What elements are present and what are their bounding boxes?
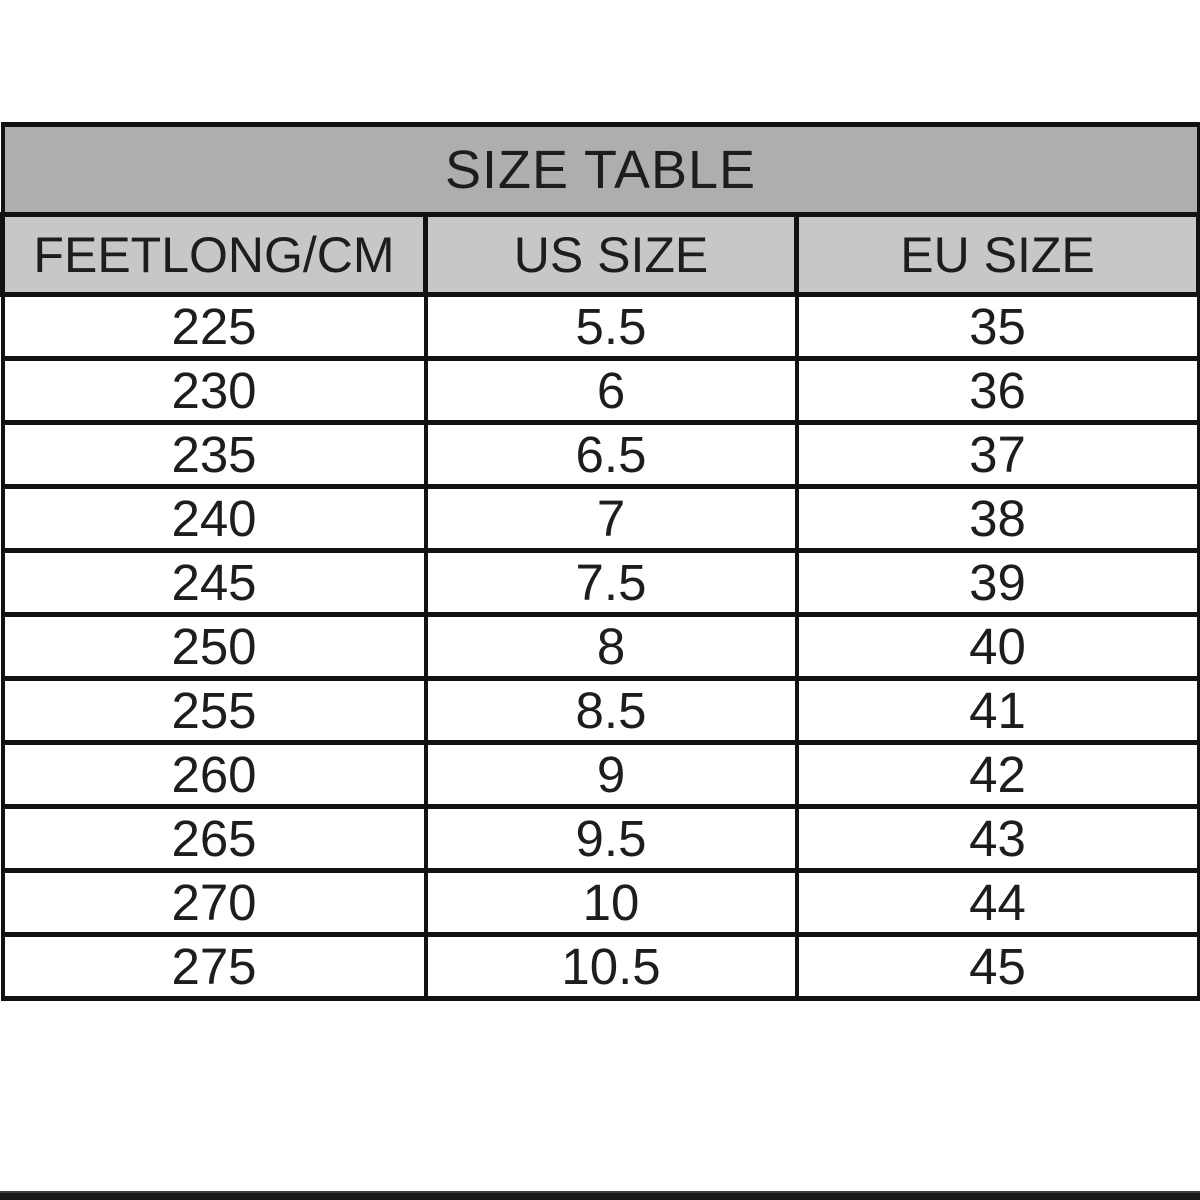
cell-eu-size: 38 <box>797 487 1199 551</box>
table-row <box>3 487 1199 551</box>
cell-eu-size: 43 <box>797 807 1199 871</box>
cell-feetlong: 235 <box>3 423 426 487</box>
table-title-row <box>3 125 1199 215</box>
table-row <box>3 807 1199 871</box>
cell-us-size: 9 <box>426 743 797 807</box>
cell-us-size: 6.5 <box>426 423 797 487</box>
cell-us-size: 7.5 <box>426 551 797 615</box>
table-row <box>3 935 1199 999</box>
column-header-feetlong-cm: FEETLONG/CM <box>3 215 426 295</box>
column-header-us-size: US SIZE <box>426 215 797 295</box>
table-row <box>3 743 1199 807</box>
cell-eu-size: 40 <box>797 615 1199 679</box>
cell-feetlong: 260 <box>3 743 426 807</box>
cell-us-size: 10.5 <box>426 935 797 999</box>
cell-eu-size: 36 <box>797 359 1199 423</box>
cell-us-size: 8.5 <box>426 679 797 743</box>
cell-feetlong: 245 <box>3 551 426 615</box>
cell-feetlong: 255 <box>3 679 426 743</box>
table-title: SIZE TABLE <box>3 125 1199 215</box>
cell-us-size: 10 <box>426 871 797 935</box>
cell-eu-size: 35 <box>797 295 1199 359</box>
table-row <box>3 359 1199 423</box>
cell-eu-size: 42 <box>797 743 1199 807</box>
table-row <box>3 679 1199 743</box>
cell-us-size: 9.5 <box>426 807 797 871</box>
cell-feetlong: 265 <box>3 807 426 871</box>
cell-eu-size: 45 <box>797 935 1199 999</box>
cell-feetlong: 230 <box>3 359 426 423</box>
column-header-eu-size: EU SIZE <box>797 215 1199 295</box>
table-row <box>3 423 1199 487</box>
cell-feetlong: 250 <box>3 615 426 679</box>
cell-us-size: 8 <box>426 615 797 679</box>
size-conversion-table <box>0 122 1200 1001</box>
bottom-crop-bar <box>0 1191 1200 1200</box>
table-row <box>3 551 1199 615</box>
cell-feetlong: 270 <box>3 871 426 935</box>
cell-us-size: 6 <box>426 359 797 423</box>
table-header-row <box>3 215 1199 295</box>
table-row <box>3 871 1199 935</box>
cell-eu-size: 37 <box>797 423 1199 487</box>
table-row <box>3 295 1199 359</box>
cell-feetlong: 225 <box>3 295 426 359</box>
cell-feetlong: 240 <box>3 487 426 551</box>
table-row <box>3 615 1199 679</box>
cell-feetlong: 275 <box>3 935 426 999</box>
cell-eu-size: 44 <box>797 871 1199 935</box>
cell-eu-size: 41 <box>797 679 1199 743</box>
cell-eu-size: 39 <box>797 551 1199 615</box>
cell-us-size: 5.5 <box>426 295 797 359</box>
cell-us-size: 7 <box>426 487 797 551</box>
